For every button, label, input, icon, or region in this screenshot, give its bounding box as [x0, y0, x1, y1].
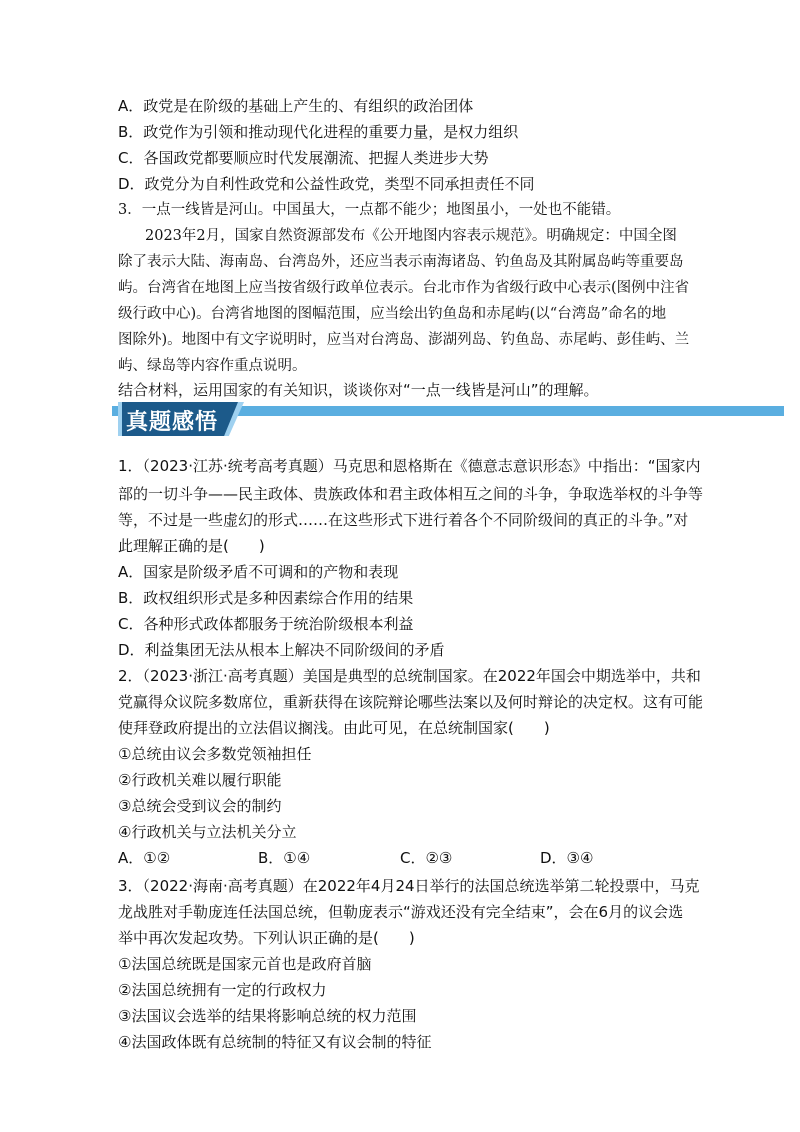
- prev-option-a: A．政党是在阶级的基础上产生的、有组织的政治团体: [118, 97, 474, 115]
- t2-choice-d: D．③④: [540, 849, 594, 867]
- q3-material-line: 级行政中心)。台湾省地图的图幅范围，应当绘出钓鱼岛和赤尾屿(以“台湾岛”命名的地: [118, 306, 667, 322]
- t1-stem-line: 此理解正确的是( ): [118, 537, 265, 555]
- t3-item-4: ④法国政体既有总统制的特征又有议会制的特征: [118, 1033, 432, 1051]
- t2-stem-line: 党赢得众议院多数席位，重新获得在该院辩论哪些法案以及何时辩论的决定权。这有可能: [118, 693, 704, 711]
- t2-choices: [118, 848, 678, 868]
- t3-stem-line: 龙战胜对手勒庞连任法国总统，但勒庞表示“游戏还没有完全结束”，会在6月的议会选: [118, 903, 684, 921]
- q3-material-line: 2023年2月，国家自然资源部发布《公开地图内容表示规范》。明确规定：中国全图: [145, 228, 677, 244]
- t3-item-3: ③法国议会选举的结果将影响总统的权力范围: [118, 1007, 417, 1025]
- t2-stem-line: 2．（2023·浙江·高考真题）美国是典型的总统制国家。在2022年国会中期选举中，共和: [118, 667, 701, 685]
- t1-option-a: A．国家是阶级矛盾不可调和的产物和表现: [118, 563, 399, 581]
- section-banner: [112, 398, 784, 440]
- t1-stem-line: 等，不过是一些虚幻的形式……在这些形式下进行着各个不同阶级间的真正的斗争。”对: [118, 511, 689, 529]
- t3-stem-line: 举中再次发起攻势。下列认识正确的是( ): [118, 929, 415, 947]
- q3-heading: 3．一点一线皆是河山。中国虽大，一点都不能少；地图虽小，一处也不能错。: [118, 202, 621, 218]
- t1-option-c: C．各种形式政体都服务于统治阶级根本利益: [118, 615, 414, 633]
- t1-stem-line: 部的一切斗争——民主政体、贵族政体和君主政体相互之间的斗争，争取选举权的斗争等: [118, 485, 704, 503]
- t2-choice-b: B．①④: [258, 849, 311, 867]
- t2-item-4: ④行政机关与立法机关分立: [118, 823, 297, 841]
- prev-option-c: C．各国政党都要顺应时代发展潮流、把握人类进步大势: [118, 149, 489, 167]
- t3-stem-line: 3．（2022·海南·高考真题）在2022年4月24日举行的法国总统选举第二轮投票中，马克: [118, 877, 700, 895]
- q3-task: 结合材料，运用国家的有关知识，谈谈你对“一点一线皆是河山”的理解。: [118, 381, 599, 399]
- t1-stem-line: 1．（2023·江苏·统考高考真题）马克思和恩格斯在《德意志意识形态》中指出：“国家内: [118, 457, 701, 475]
- q3-material-line: 除了表示大陆、海南岛、台湾岛外，还应当表示南海诸岛、钓鱼岛及其附属岛屿等重要岛: [118, 254, 684, 270]
- t2-stem-line: 使拜登政府提出的立法倡议搁浅。由此可见，在总统制国家( ): [118, 719, 550, 737]
- t3-item-1: ①法国总统既是国家元首也是政府首脑: [118, 955, 372, 973]
- t2-item-3: ③总统会受到议会的制约: [118, 797, 282, 815]
- t2-item-2: ②行政机关难以履行职能: [118, 771, 282, 789]
- q3-material-line: 图除外)。地图中有文字说明时，应当对台湾岛、澎湖列岛、钓鱼岛、赤尾屿、彭佳屿、兰: [118, 332, 690, 348]
- prev-option-d: D．政党分为自利性政党和公益性政党，类型不同承担责任不同: [118, 175, 535, 193]
- q3-material-line: 屿。台湾省在地图上应当按省级行政单位表示。台北市作为省级行政中心表示(图例中注省: [118, 280, 690, 296]
- t1-option-d: D．利益集团无法从根本上解决不同阶级间的矛盾: [118, 641, 445, 659]
- q3-material-line: 屿、绿岛等内容作重点说明。: [118, 358, 307, 374]
- t3-item-2: ②法国总统拥有一定的行政权力: [118, 981, 327, 999]
- t2-item-1: ①总统由议会多数党领袖担任: [118, 745, 312, 763]
- t1-option-b: B．政权组织形式是多种因素综合作用的结果: [118, 589, 414, 607]
- t2-choice-c: C．②③: [400, 849, 453, 867]
- prev-option-b: B．政党作为引领和推动现代化进程的重要力量，是权力组织: [118, 123, 519, 141]
- t2-choice-a: A．①②: [118, 849, 171, 867]
- section-title: 真题感悟: [126, 410, 219, 435]
